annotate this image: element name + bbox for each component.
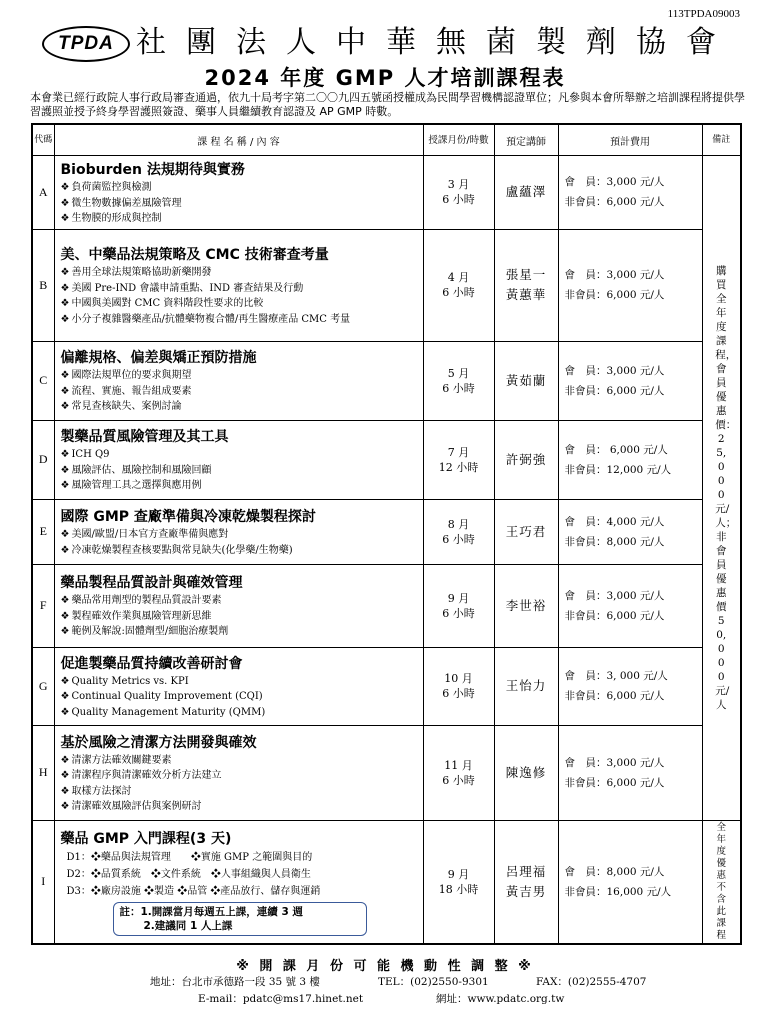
course-month-hours — [423, 420, 494, 499]
teacher-name: 盧蘊澤 — [505, 184, 547, 200]
course-cell — [54, 725, 423, 820]
course-month-hours — [423, 725, 494, 820]
course-topic-text: 清潔程序與清潔確效分析方法建立 — [71, 770, 222, 781]
course-code: F — [32, 564, 54, 647]
course-topic — [61, 265, 417, 281]
fee-member: 會 員：3,000 元/人 — [564, 364, 665, 377]
course-note-line: 2.建議同 1 人上課 — [143, 920, 233, 933]
course-topic-text: 負荷菌監控與檢測 — [71, 182, 152, 193]
course-note-box — [113, 902, 367, 936]
course-topic — [61, 705, 417, 721]
course-topic — [61, 384, 417, 400]
table-row — [32, 499, 741, 564]
course-code: G — [32, 647, 54, 725]
course-month: 7 月 — [447, 445, 470, 459]
course-topic — [61, 609, 417, 625]
course-topic-text: 製程確效作業與風險管理新思維 — [71, 610, 212, 622]
fee-nonmember: 非會員：8,000 元/人 — [564, 535, 665, 548]
fee-member: 會 員：3,000 元/人 — [564, 269, 665, 281]
teacher-name: 呂理福 — [505, 863, 547, 879]
teacher-name: 陳逸修 — [505, 764, 547, 780]
table-row — [32, 229, 741, 341]
course-topic — [61, 478, 417, 494]
diamond-bullet-icon: ❖ — [60, 182, 70, 193]
course-month-hours — [423, 820, 494, 944]
fee-member: 會 員： 6,000 元/人 — [564, 443, 668, 456]
teacher-name: 王怡力 — [505, 678, 547, 693]
course-teacher — [494, 820, 558, 944]
teacher-name: 黃吉男 — [505, 883, 547, 899]
course-topic-text: ICH Q9 — [71, 449, 110, 461]
table-row — [32, 725, 741, 820]
fee-nonmember: 非會員：6,000 元/人 — [564, 289, 665, 301]
header-fee: 預計費用 — [558, 124, 702, 156]
page-title: 2024 年度 GMP 人才培訓課程表 — [204, 66, 566, 90]
course-teacher — [494, 564, 558, 647]
course-title: 製藥品質風險管理及其工具 — [60, 429, 229, 446]
course-teacher — [494, 341, 558, 420]
course-month: 5 月 — [447, 366, 470, 380]
course-fee — [558, 725, 702, 820]
schedule-adjust-notice: ※ 開 課 月 份 可 能 機 動 性 調 整 ※ — [236, 959, 534, 974]
course-code: E — [32, 499, 54, 564]
diamond-bullet-icon: ❖ — [60, 197, 70, 209]
course-month: 9 月 — [447, 591, 470, 605]
course-teacher — [494, 725, 558, 820]
course-topic — [61, 399, 417, 415]
course-fee — [558, 820, 702, 944]
teacher-name: 黃蕙華 — [505, 287, 547, 302]
fax: FAX：(02)2555-4707 — [536, 976, 647, 988]
course-fee — [558, 156, 702, 230]
fee-nonmember: 非會員：6,000 元/人 — [564, 196, 665, 209]
course-topic-text: 清潔方法確效關鍵要素 — [71, 754, 172, 766]
teacher-name: 許弼強 — [505, 451, 547, 467]
course-teacher — [494, 647, 558, 725]
course-note-line: 註：1.開課當月每週五上課，連續 3 週 — [119, 906, 303, 919]
course-hours: 18 小時 — [438, 882, 479, 896]
fee-nonmember: 非會員：6,000 元/人 — [564, 384, 665, 397]
table-row — [32, 341, 741, 420]
course-topic — [61, 799, 417, 815]
course-fee — [558, 647, 702, 725]
diamond-bullet-icon: ❖ — [60, 595, 70, 607]
course-hours: 6 小時 — [442, 532, 475, 546]
diamond-bullet-icon: ❖ — [60, 401, 70, 413]
course-month: 9 月 — [447, 867, 470, 881]
course-topic — [61, 196, 417, 212]
header-course: 課 程 名 稱 / 內 容 — [54, 124, 423, 156]
course-topic-text: Continual Quality Improvement (CQI) — [71, 691, 263, 703]
course-topic-text: 生物膜的形成與控制 — [71, 213, 162, 224]
diamond-bullet-icon: ❖ — [60, 706, 70, 718]
diamond-bullet-icon: ❖ — [60, 298, 70, 309]
course-teacher — [494, 499, 558, 564]
course-topic-text: 善用全球法規策略協助新藥開發 — [71, 267, 212, 278]
table-row — [32, 820, 741, 944]
course-topic — [61, 768, 417, 784]
course-teacher — [494, 420, 558, 499]
fee-member: 會 員：3,000 元/人 — [564, 756, 665, 769]
course-month-hours — [423, 564, 494, 647]
course-topic — [61, 674, 417, 690]
course-topic — [61, 624, 417, 640]
course-topic — [61, 180, 417, 196]
course-cell — [54, 499, 423, 564]
course-fee — [558, 499, 702, 564]
table-row — [32, 647, 741, 725]
course-code: D — [32, 420, 54, 499]
fee-nonmember: 非會員：6,000 元/人 — [564, 690, 665, 702]
course-topic — [61, 211, 417, 227]
course-topic-text: 範例及解說:固體劑型/細胞治療製劑 — [71, 626, 229, 638]
course-title: 美、中藥品法規策略及 CMC 技術審查考量 — [60, 247, 329, 263]
fee-member: 會 員：3,000 元/人 — [564, 176, 665, 189]
table-header-row — [32, 124, 741, 156]
course-hours: 12 小時 — [438, 460, 479, 474]
intro-text: 本會業已經行政院人事行政局審查通過，依九十局考字第二〇〇九四五號函授權成為民間學習機構認證單位；凡參與本會所舉辦之培訓課程將提供學習護照並授予終身學習護照簽證、藥事人員繼續教育認證及 AP GMP 時數。 — [30, 91, 745, 118]
course-month: 4 月 — [447, 271, 470, 284]
course-month: 10 月 — [444, 672, 473, 685]
course-hours: 6 小時 — [442, 381, 475, 395]
course-day-line: D1：❖藥品與法規管理 ❖實施 GMP 之範圍與目的 — [66, 852, 313, 864]
teacher-name: 王巧君 — [505, 523, 547, 539]
diamond-bullet-icon: ❖ — [60, 754, 70, 766]
course-title: 國際 GMP 查廠準備與冷凍乾燥製程探討 — [60, 509, 316, 525]
course-topic — [61, 368, 417, 384]
table-row — [32, 564, 741, 647]
course-day-line: D2：❖品質系統 ❖文件系統 ❖人事組織與人員衛生 — [66, 869, 311, 881]
course-topic-text: 冷凍乾燥製程查核要點與常見缺失(化學藥/生物藥) — [71, 544, 293, 556]
diamond-bullet-icon: ❖ — [60, 213, 70, 224]
course-title: 基於風險之清潔方法開發與確效 — [60, 734, 257, 751]
course-cell — [54, 564, 423, 647]
email: E-mail：pdatc@ms17.hinet.net — [198, 993, 364, 1005]
course-topic — [61, 447, 417, 463]
course-fee — [558, 229, 702, 341]
course-cell — [54, 341, 423, 420]
course-cell — [54, 229, 423, 341]
course-topic-text: 國際法規單位的要求與期望 — [71, 370, 192, 382]
course-topic-text: 小分子複雜醫藥產品/抗體藥物複合體/再生醫療產品 CMC 考量 — [71, 313, 351, 325]
fee-nonmember: 非會員：6,000 元/人 — [564, 776, 665, 789]
course-table — [31, 123, 742, 945]
course-topic — [61, 296, 417, 312]
teacher-name: 黃茹蘭 — [505, 372, 547, 388]
document-number: 113TPDA09003 — [667, 8, 740, 20]
course-title: 藥品製程品質設計與確效管理 — [60, 575, 243, 592]
course-code: H — [32, 725, 54, 820]
course-hours: 6 小時 — [442, 773, 475, 787]
fee-member: 會 員：3,000 元/人 — [564, 589, 665, 602]
course-month-hours — [423, 341, 494, 420]
header-note: 備註 — [702, 124, 741, 156]
address: 地址：台北市承德路一段 35 號 3 樓 — [150, 976, 320, 988]
discount-exclusion-text: 全年度優惠不含此課程 — [716, 821, 726, 941]
fee-nonmember: 非會員：6,000 元/人 — [564, 609, 665, 622]
course-cell — [54, 420, 423, 499]
course-teacher — [494, 229, 558, 341]
course-topic-text: 美國 Pre-IND 會議申請重點、IND 審查結果及行動 — [71, 282, 304, 294]
course-code: C — [32, 341, 54, 420]
course-code: A — [32, 156, 54, 230]
course-month: 11 月 — [444, 758, 473, 772]
course-topic-text: Quality Metrics vs. KPI — [71, 675, 189, 687]
course-hours: 6 小時 — [442, 606, 475, 620]
diamond-bullet-icon: ❖ — [60, 529, 70, 540]
teacher-name: 李世裕 — [505, 597, 547, 613]
table-row — [32, 156, 741, 230]
course-cell — [54, 156, 423, 230]
course-fee — [558, 564, 702, 647]
course-fee — [558, 420, 702, 499]
header-teacher: 預定講師 — [494, 124, 558, 156]
course-topic — [61, 593, 417, 609]
course-topic — [61, 281, 417, 297]
course-topic-text: 取樣方法探討 — [71, 785, 132, 797]
course-hours: 6 小時 — [442, 286, 475, 299]
fee-member: 會 員：4,000 元/人 — [564, 515, 665, 528]
course-topic — [61, 689, 417, 705]
course-topic-text: 微生物數據偏差風險管理 — [71, 197, 182, 209]
diamond-bullet-icon: ❖ — [60, 801, 70, 812]
course-topic-text: 清潔確效風險評估與案例研討 — [71, 801, 202, 812]
course-topic — [61, 784, 417, 800]
header-month: 授課月份/時數 — [423, 124, 494, 156]
course-code: I — [32, 820, 54, 944]
course-topic-text: 藥品常用劑型的製程品質設計要素 — [71, 595, 222, 607]
course-month-hours — [423, 647, 494, 725]
fee-nonmember: 非會員：12,000 元/人 — [564, 463, 672, 476]
course-fee — [558, 341, 702, 420]
course-topic-text: 風險評估、風險控制和風險回顧 — [71, 464, 212, 476]
course-title: Bioburden 法規期待與實務 — [60, 162, 245, 178]
diamond-bullet-icon: ❖ — [60, 449, 70, 461]
website: 網址：www.pdatc.org.tw — [436, 993, 565, 1005]
course-teacher — [494, 156, 558, 230]
tpda-logo: TPDA — [42, 26, 130, 62]
diamond-bullet-icon: ❖ — [60, 785, 70, 797]
diamond-bullet-icon: ❖ — [60, 282, 70, 294]
course-topic — [61, 463, 417, 479]
diamond-bullet-icon: ❖ — [60, 691, 70, 703]
diamond-bullet-icon: ❖ — [60, 267, 70, 278]
course-title: 偏離規格、偏差與矯正預防措施 — [60, 350, 257, 367]
course-topic-text: 中國與美國對 CMC 資料階段性要求的比較 — [71, 298, 264, 309]
package-discount-text: 購買全年度課程，會員優惠價：25,000 元/人；非會員優惠價 50,000 元/人 — [715, 264, 737, 711]
diamond-bullet-icon: ❖ — [60, 480, 70, 492]
course-code: B — [32, 229, 54, 341]
diamond-bullet-icon: ❖ — [60, 544, 70, 556]
course-cell — [54, 820, 423, 944]
diamond-bullet-icon: ❖ — [60, 610, 70, 622]
course-hours: 6 小時 — [442, 687, 475, 700]
course-topic-text: 風險管理工具之選擇與應用例 — [71, 480, 202, 492]
header-code: 代碼 — [32, 124, 54, 156]
diamond-bullet-icon: ❖ — [60, 385, 70, 397]
course-title: 藥品 GMP 入門課程(3 天) — [60, 831, 232, 848]
course-topic-text: 常見查核缺失、案例討論 — [71, 401, 182, 413]
diamond-bullet-icon: ❖ — [60, 675, 70, 687]
course-day-line: D3：❖廠房設施 ❖製造 ❖品管 ❖產品放行、儲存與運銷 — [66, 886, 321, 898]
fee-nonmember: 非會員：16,000 元/人 — [564, 885, 672, 898]
course-month: 3 月 — [447, 178, 470, 192]
course-topic-text: 美國/歐盟/日本官方查廠準備與應對 — [71, 529, 229, 540]
course-month-hours — [423, 156, 494, 230]
course-cell — [54, 647, 423, 725]
table-row — [32, 420, 741, 499]
course-topic-text: Quality Management Maturity (QMM) — [71, 706, 266, 718]
organization-name: 社團法人中華無菌製劑協會 — [136, 25, 736, 60]
course-hours: 6 小時 — [442, 193, 475, 207]
diamond-bullet-icon: ❖ — [60, 370, 70, 382]
course-topic — [61, 527, 417, 543]
telephone: TEL：(02)2550-9301 — [378, 976, 489, 988]
course-topic-text: 流程、實施、報告組成要素 — [71, 385, 192, 397]
package-discount-note — [702, 156, 741, 821]
diamond-bullet-icon: ❖ — [60, 464, 70, 476]
course-title: 促進製藥品質持續改善研討會 — [60, 655, 243, 672]
diamond-bullet-icon: ❖ — [60, 313, 70, 325]
teacher-name: 張星一 — [505, 267, 547, 282]
course-month: 8 月 — [447, 517, 470, 531]
course-topic — [61, 543, 417, 559]
course-topic — [61, 312, 417, 328]
course-topic — [61, 753, 417, 769]
discount-exclusion-note — [702, 820, 741, 944]
course-month-hours — [423, 499, 494, 564]
course-month-hours — [423, 229, 494, 341]
fee-member: 會 員：8,000 元/人 — [564, 865, 665, 878]
diamond-bullet-icon: ❖ — [60, 626, 70, 638]
fee-member: 會 員：3, 000 元/人 — [564, 670, 668, 682]
diamond-bullet-icon: ❖ — [60, 770, 70, 781]
